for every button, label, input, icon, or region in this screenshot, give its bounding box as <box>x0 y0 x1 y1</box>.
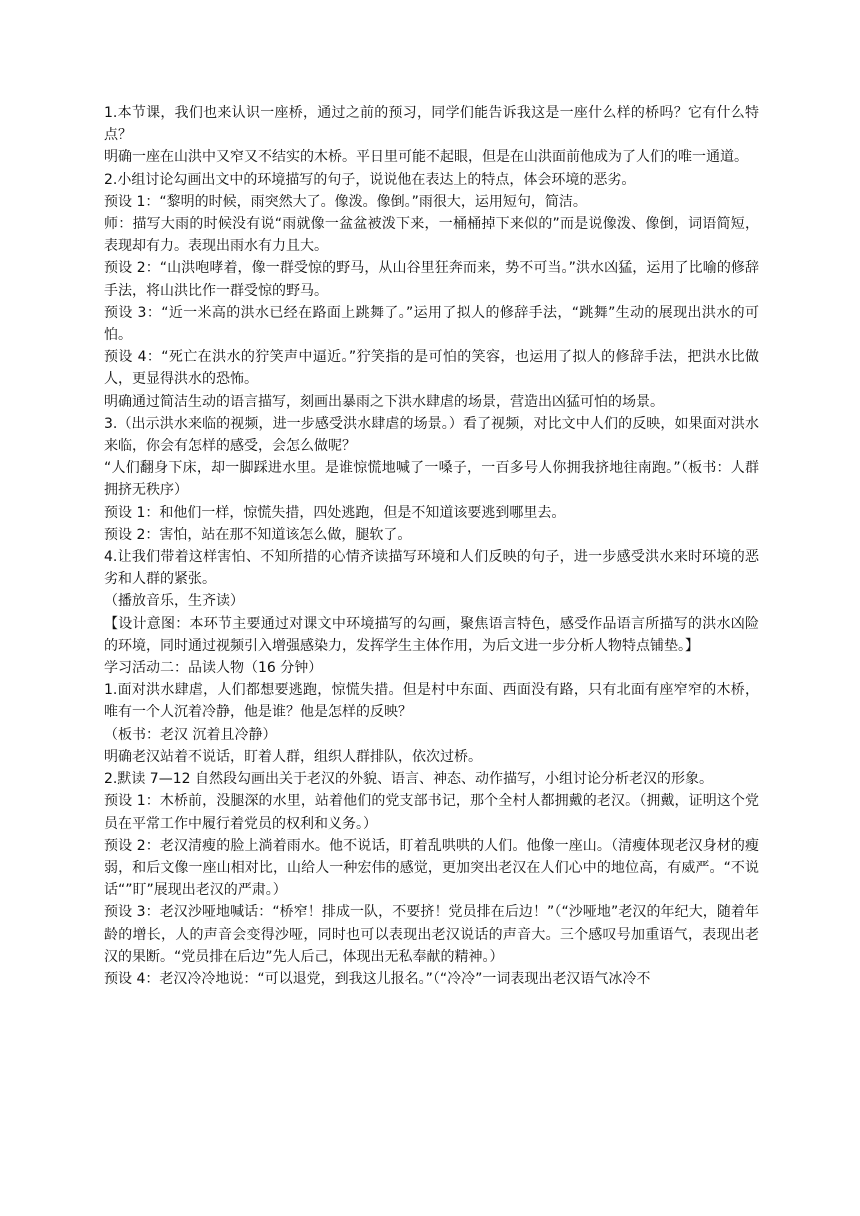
paragraph-18: 1.面对洪水肆虐，人们都想要逃跑，惊慌失措。但是村中东面、西面没有路，只有北面有座窄窄的木桥，唯有一个人沉着冷静，他是谁？他是怎样的反映？ <box>104 682 759 721</box>
paragraph-15: （播放音乐，生齐读） <box>104 593 244 610</box>
paragraph-16: 【设计意图：本环节主要通过对课文中环境描写的勾画，聚焦语言特色，感受作品语言所描写的洪水凶险的环境，同时通过视频引入增强感染力，发挥学生主体作用，为后文进一步分析人物特点铺垫。】 <box>104 615 759 654</box>
paragraph-3: 2.小组讨论勾画出文中的环境描写的句子，说说他在表达上的特点，体会环境的恶劣。 <box>104 171 636 188</box>
paragraph-24: 预设 3：老汉沙哑地喊话：“桥窄！排成一队，不要挤！党员排在后边！”（“沙哑地”老汉的年纪大，随着年龄的增长，人的声音会变得沙哑，同时也可以表现出老汉说话的声音大。三个感叹号加重语气，表现出老汉的果断。“党员排在后边”先人后己，体现出无私奉献的精神。） <box>104 904 759 965</box>
paragraph-6: 预设 2：“山洪咆哮着，像一群受惊的野马，从山谷里狂奔而来，势不可当。”洪水凶猛，运用了比喻的修辞手法，将山洪比作一群受惊的野马。 <box>104 260 759 299</box>
paragraph-5: 师：描写大雨的时候没有说“雨就像一盆盆被泼下来，一桶桶掉下来似的”而是说像泼、像倒，词语简短，表现却有力。表现出雨水有力且大。 <box>104 216 759 255</box>
paragraph-4: 预设 1：“黎明的时候，雨突然大了。像泼。像倒。”雨很大，运用短句，简洁。 <box>104 193 587 210</box>
paragraph-17: 学习活动二：品读人物（16 分钟） <box>104 660 323 677</box>
paragraph-21: 2.默读 7—12 自然段勾画出关于老汉的外貌、语言、神态、动作描写，小组讨论分析老汉的形象。 <box>104 771 713 788</box>
paragraph-1: 1.本节课，我们也来认识一座桥，通过之前的预习，同学们能告诉我这是一座什么样的桥吗？它有什么特点？ <box>104 105 759 144</box>
paragraph-19: （板书：老汉 沉着且冷静） <box>104 726 277 743</box>
paragraph-10: 3.（出示洪水来临的视频，进一步感受洪水肆虐的场景。）看了视频，对比文中人们的反映，如果面对洪水来临，你会有怎样的感受，会怎么做呢？ <box>104 415 759 455</box>
paragraph-23: 预设 2：老汉清瘦的脸上淌着雨水。他不说话，盯着乱哄哄的人们。他像一座山。（清瘦体现老汉身材的瘦弱，和后文像一座山相对比，山给人一种宏伟的感觉，更加突出老汉在人们心中的地位高，有威严。“不说话“”盯”展现出老汉的严肃。） <box>104 837 759 899</box>
paragraph-7: 预设 3：“近一米高的洪水已经在路面上跳舞了。”运用了拟人的修辞手法，“跳舞”生动的展现出洪水的可怕。 <box>104 304 759 344</box>
paragraph-22: 预设 1：木桥前，没腿深的水里，站着他们的党支部书记，那个全村人都拥戴的老汉。（拥戴，证明这个党员在平常工作中履行着党员的权利和义务。） <box>104 793 759 832</box>
paragraph-2: 明确一座在山洪中又窄又不结实的木桥。平日里可能不起眼，但是在山洪面前他成为了人们的唯一通道。 <box>104 149 748 166</box>
paragraph-25: 预设 4：老汉冷冷地说：“可以退党，到我这儿报名。”（“冷冷”一词表现出老汉语气冰冷不 <box>104 970 651 987</box>
paragraph-8: 预设 4：“死亡在洪水的狞笑声中逼近。”狞笑指的是可怕的笑容，也运用了拟人的修辞手法，把洪水比做人，更显得洪水的恐怖。 <box>104 349 759 388</box>
document-page <box>104 102 759 990</box>
paragraph-20: 明确老汉站着不说话，盯着人群，组织人群排队，依次过桥。 <box>104 748 482 765</box>
paragraph-14: 4.让我们带着这样害怕、不知所措的心情齐读描写环境和人们反映的句子，进一步感受洪水来时环境的恶劣和人群的紧张。 <box>104 549 759 588</box>
paragraph-12: 预设 1：和他们一样，惊慌失措，四处逃跑，但是不知道该要逃到哪里去。 <box>104 504 566 521</box>
paragraph-11: “人们翻身下床，却一脚踩进水里。是谁惊慌地喊了一嗓子，一百多号人你拥我挤地往南跑。”（板书：人群 拥挤无秩序） <box>104 460 759 499</box>
paragraph-9: 明确通过简洁生动的语言描写，刻画出暴雨之下洪水肆虐的场景，营造出凶猛可怕的场景。 <box>104 393 664 410</box>
paragraph-13: 预设 2：害怕，站在那不知道该怎么做，腿软了。 <box>104 526 412 543</box>
